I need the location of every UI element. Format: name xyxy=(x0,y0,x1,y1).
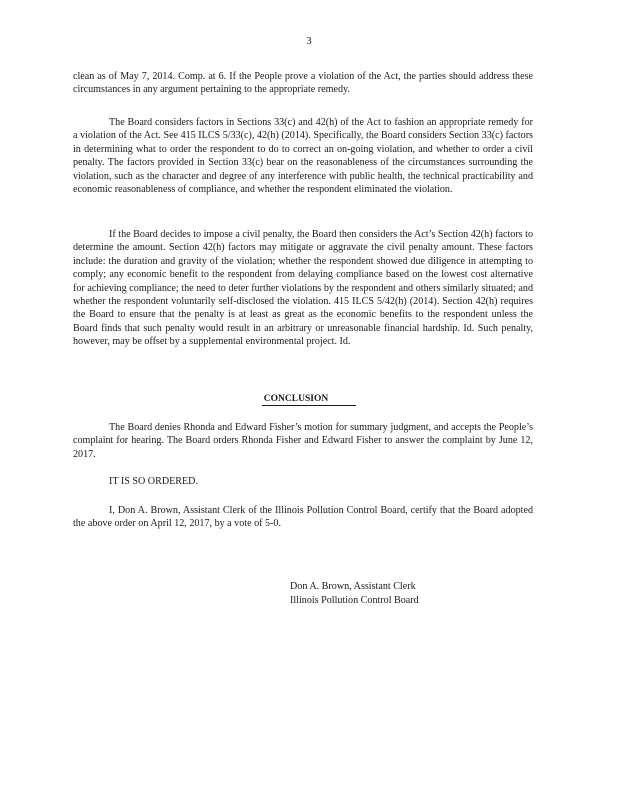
paragraph-certification xyxy=(73,504,533,531)
paragraph-section-42h xyxy=(73,228,533,349)
paragraph-text: The Board considers factors in Sections 33(c) and 42(h) of the Act to fashion an appropriate remedy for a violation of the Act. See 415 ILCS 5/33(c), 42(h) (2014). Specifically, the Board considers Section 33(c) factors in determining what to order the respondent to do to correct an on-going violation, and whether to order a civil penalty. The factors provided in Section 33(c) bear on the reasonableness of the circumstances surrounding the violation, such as the character and degree of any interference with public health, the technical practicability and economic reasonableness of compliance, and whether the respondent eliminated the violation. xyxy=(73,117,533,196)
paragraph-text: clean as of May 7, 2014. Comp. at 6. If the People prove a violation of the Act, the parties should address these circumstances in any argument pertaining to the appropriate remedy. xyxy=(73,71,533,96)
paragraph-text: The Board denies Rhonda and Edward Fisher’s motion for summary judgment, and accepts the People’s complaint for hearing. The Board orders Rhonda Fisher and Edward Fisher to answer the complaint by June 12, 2017. xyxy=(73,422,533,460)
signature-block xyxy=(290,580,419,608)
paragraph-remedy-circumstances xyxy=(73,70,533,97)
conclusion-heading-text: CONCLUSION xyxy=(262,393,356,406)
signature-organization: Illinois Pollution Control Board xyxy=(290,595,419,606)
paragraph-text: I, Don A. Brown, Assistant Clerk of the Illinois Pollution Control Board, certify that the Board adopted the above order on April 12, 2017, by a vote of 5-0. xyxy=(73,505,533,530)
paragraph-section-33c xyxy=(73,116,533,196)
paragraph-conclusion xyxy=(73,421,533,461)
so-ordered-line: IT IS SO ORDERED. xyxy=(109,476,198,487)
paragraph-text: If the Board decides to impose a civil penalty, the Board then considers the Act’s Section 42(h) factors to determine the amount. Section 42(h) factors may mitigate or aggravate the civil penalty amount. These factors include: the duration and gravity of the violation; whether the respondent showed due diligence in attempting to comply; any economic benefit to the respondent from delaying compliance based on the lowest cost alternative for achieving compliance; the need to deter further violations by the respondent and others similarly situated; and whether the respondent voluntarily self-disclosed the violation. 415 ILCS 5/42(h) (2014). Section 42(h) requires the Board to ensure that the penalty is at least as great as the economic benefits to the respondent unless the Board finds that such penalty would result in an arbitrary or unreasonable financial hardship. Id. Such penalty, however, may be offset by a supplemental environmental project. Id. xyxy=(73,229,533,348)
page-number: 3 xyxy=(306,36,312,47)
signature-name-title: Don A. Brown, Assistant Clerk xyxy=(290,581,416,592)
conclusion-heading xyxy=(0,393,618,406)
